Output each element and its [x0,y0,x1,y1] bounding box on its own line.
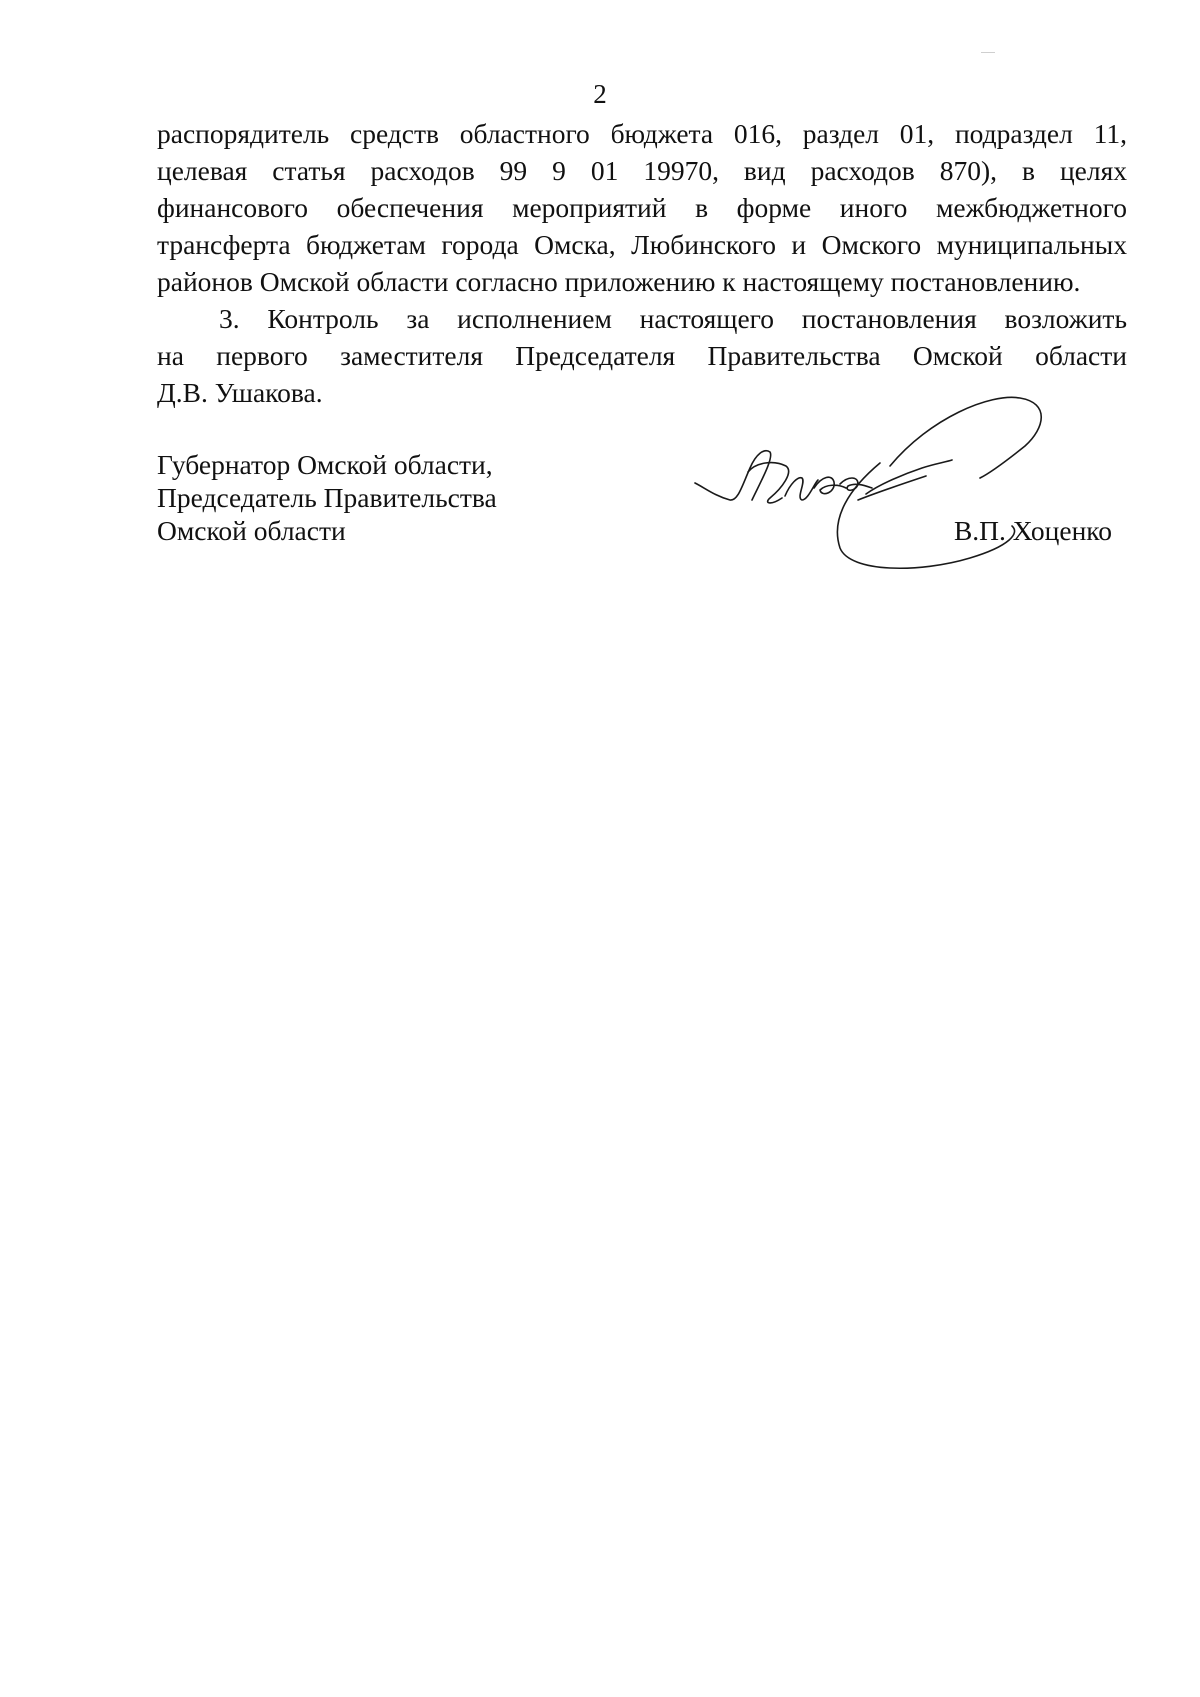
handwritten-signature [690,388,1110,578]
signatory-title-line: Омской области [157,515,346,546]
paragraph-line: районов Омской области согласно приложению к настоящему постановлению. [157,266,1081,297]
paragraph-line: финансового обеспечения мероприятий в форме иного межбюджетного [157,192,1127,223]
paragraph-line: трансферта бюджетам города Омска, Любинского и Омского муниципальных [157,229,1127,260]
paragraph-line: 3. Контроль за исполнением настоящего постановления возложить [219,303,1127,334]
paragraph-line: на первого заместителя Председателя Правительства Омской области [157,340,1127,371]
paragraph-line: целевая статья расходов 99 9 01 19970, вид расходов 870), в целях [157,155,1127,186]
page-number: 2 [593,79,607,109]
signatory-title-line: Председатель Правительства [157,482,497,513]
paragraph-line: распорядитель средств областного бюджета 016, раздел 01, подраздел 11, [157,118,1127,149]
signatory-name: В.П. Хоценко [953,515,1112,546]
signatory-title [157,448,497,547]
signatory-title-line: Губернатор Омской области, [157,449,493,480]
scan-artifact [981,52,995,53]
paragraph-line: Д.В. Ушакова. [157,377,323,408]
paragraph-continuation [157,115,1127,300]
